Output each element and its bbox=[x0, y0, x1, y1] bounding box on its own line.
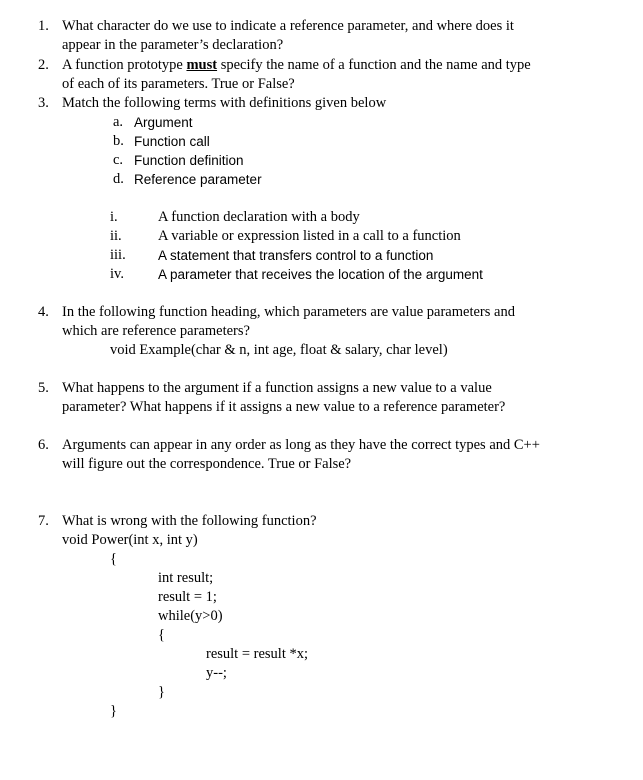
q4-number: 4. bbox=[38, 304, 49, 320]
def-text: A function declaration with a body bbox=[158, 209, 360, 225]
q1-number: 1. bbox=[38, 18, 49, 34]
q5-number: 5. bbox=[38, 380, 49, 396]
q2-line2: of each of its parameters. True or False? bbox=[62, 76, 295, 92]
q7-number: 7. bbox=[38, 513, 49, 529]
def-text: A variable or expression listed in a call to a function bbox=[158, 228, 461, 244]
q2-post: specify the name of a function and the name and type bbox=[217, 57, 531, 73]
term-letter: a. bbox=[113, 114, 124, 130]
code-line: void Power(int x, int y) bbox=[62, 532, 198, 548]
code-line: } bbox=[158, 684, 165, 700]
code-line: } bbox=[110, 703, 117, 719]
q3-line1: Match the following terms with definitions given below bbox=[62, 95, 387, 111]
q1-line2: appear in the parameter’s declaration? bbox=[62, 37, 284, 53]
q2-pre: A function prototype bbox=[62, 57, 187, 73]
term-text: Function call bbox=[134, 134, 210, 149]
q4-line1: In the following function heading, which parameters are value parameters and bbox=[62, 304, 515, 320]
code-line: result = 1; bbox=[158, 589, 217, 605]
code-line: { bbox=[110, 551, 117, 567]
code-line: result = result *x; bbox=[206, 646, 309, 662]
q7-line1: What is wrong with the following function? bbox=[62, 513, 317, 529]
term-letter: b. bbox=[113, 133, 124, 149]
q1-line1: What character do we use to indicate a reference parameter, and where does it bbox=[62, 18, 514, 34]
code-line: y--; bbox=[206, 665, 227, 681]
def-roman: iii. bbox=[110, 247, 126, 263]
q2-line1 bbox=[62, 56, 531, 75]
code-line: { bbox=[158, 627, 165, 643]
code-line: while(y>0) bbox=[158, 608, 223, 624]
q6-line1: Arguments can appear in any order as long as they have the correct types and C++ bbox=[62, 437, 540, 453]
def-text: A statement that transfers control to a function bbox=[158, 248, 434, 263]
q5-line2: parameter? What happens if it assigns a new value to a reference parameter? bbox=[62, 399, 506, 415]
code-line: int result; bbox=[158, 570, 214, 586]
def-roman: iv. bbox=[110, 266, 124, 282]
q4-line2: which are reference parameters? bbox=[62, 323, 250, 339]
def-text: A parameter that receives the location of the argument bbox=[158, 267, 483, 282]
q5-line1: What happens to the argument if a function assigns a new value to a value bbox=[62, 380, 492, 396]
q2-number: 2. bbox=[38, 57, 49, 73]
def-roman: i. bbox=[110, 209, 118, 225]
q6-line2: will figure out the correspondence. True or False? bbox=[62, 456, 352, 472]
q6-number: 6. bbox=[38, 437, 49, 453]
def-roman: ii. bbox=[110, 228, 122, 244]
term-text: Reference parameter bbox=[134, 172, 262, 187]
term-text: Argument bbox=[134, 115, 193, 130]
q2-emphasis: must bbox=[186, 57, 218, 73]
term-text: Function definition bbox=[134, 153, 244, 168]
q4-code: void Example(char & n, int age, float & salary, char level) bbox=[110, 342, 448, 358]
term-letter: c. bbox=[113, 152, 124, 168]
q3-number: 3. bbox=[38, 95, 49, 111]
term-letter: d. bbox=[113, 171, 124, 187]
